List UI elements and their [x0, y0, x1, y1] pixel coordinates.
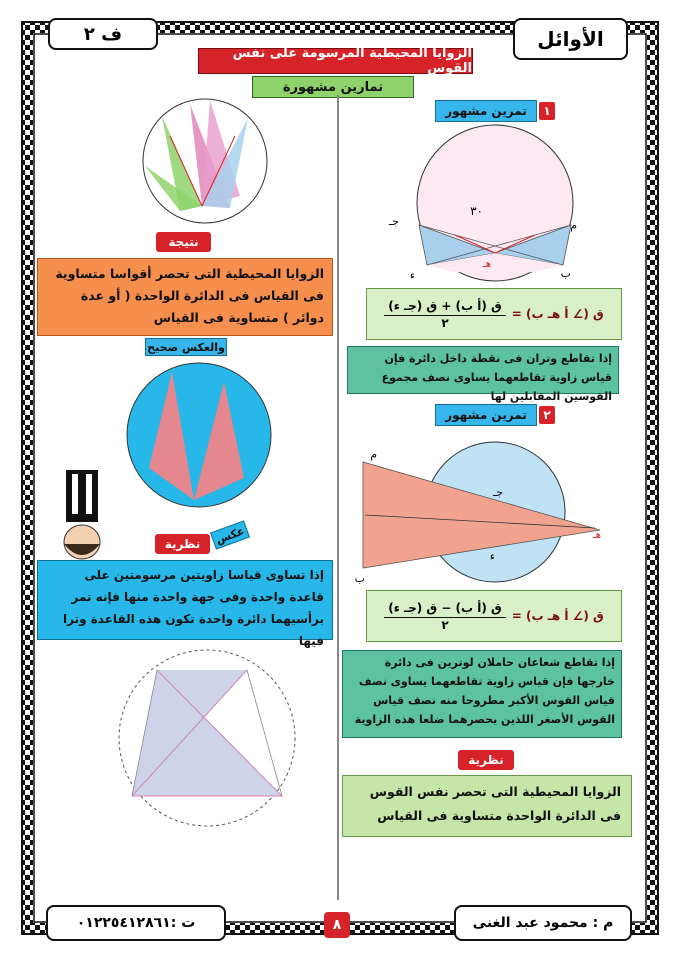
page-title: الزوايا المحيطية المرسومة على نفس القوس — [198, 48, 473, 74]
phone-box — [46, 905, 226, 941]
column-divider — [337, 95, 339, 900]
exercise1-statement: إذا تقاطع وتران فى نقطة داخل دائرة فإن قياس زاوية تقاطعهما يساوى نصف مجموع القوسين المقابلين لها — [347, 346, 619, 394]
result-text: الزوايا المحيطية التى تحصر أقواسا متساوية فى القياس فى الدائرة الواحدة ( أو عدة دوائر ) متساوية فى القياس — [37, 258, 333, 336]
left-theorem-label: نظرية — [155, 534, 210, 554]
figure-common-base-angles — [102, 648, 312, 828]
fig1-label-d: ء — [409, 269, 415, 282]
formula2 — [366, 590, 622, 642]
page-subtitle: تمارين مشهورة — [252, 76, 414, 98]
exercise2-number: ٢ — [539, 406, 555, 424]
exercise1-number: ١ — [539, 102, 555, 120]
fig1-center-label: ٣٠ — [470, 204, 483, 218]
converse-label: والعكس صحيح — [145, 338, 227, 356]
result-label: نتيجة — [156, 232, 211, 252]
grade-box — [48, 18, 158, 50]
formula2-lhs: ق (∠ أ هـ ب) = — [511, 609, 604, 623]
cartoon-boy-illustration — [52, 470, 112, 565]
fig2-label-d: ء — [489, 550, 495, 563]
left-theorem-text: إذا تساوى قياسا زاويتين مرسومتين على قاعدة واحدة وفى جهة واحدة منها فإنه تمر برأسيهما دائرة واحدة تكون هذه القاعدة وترا فيها — [37, 560, 333, 640]
figure-external-secants — [345, 440, 615, 590]
exercise1-label: تمرين مشهور — [435, 100, 537, 122]
fig2-label-b: ب — [354, 572, 365, 585]
reverse-tag: عكس — [210, 520, 250, 549]
exercise2-header — [435, 404, 555, 426]
right-theorem-text: الزوايا المحيطية التى تحصر نفس القوس فى الدائرة الواحدة متساوية فى القياس — [342, 775, 632, 837]
fig2-label-h: هـ — [592, 530, 601, 541]
formula1-fraction — [384, 299, 506, 330]
exercise1-header — [435, 100, 555, 122]
exercise2-label: تمرين مشهور — [435, 404, 537, 426]
figure-intersecting-chords — [388, 125, 605, 285]
formula2-fraction — [384, 601, 506, 632]
figure-equal-arcs — [124, 360, 274, 510]
formula1-lhs: ق (∠ أ هـ ب) = — [511, 307, 604, 321]
brand-text: الأوائل — [537, 27, 604, 51]
fig2-label-a: م — [370, 448, 377, 461]
brand-box — [513, 18, 628, 60]
fig1-label-a: م — [570, 219, 577, 232]
fig1-label-b: ب — [560, 267, 571, 280]
exercise2-statement: إذا تقاطع شعاعان حاملان لوترين فى دائرة خارجها فإن قياس زاوية تقاطعهما يساوى نصف قياس القوس الأكبر مطروحا منه نصف قياس القوس الأصغر اللذين يحصرهما ضلعا هذه الزاوية — [342, 650, 622, 738]
formula2-numerator: ق (أ ب) − ق (جـ ء) — [384, 601, 506, 618]
formula1-numerator: ق (أ ب) + ق (جـ ء) — [384, 299, 506, 316]
fig1-label-c: جـ — [388, 215, 399, 228]
phone-text: ت :٠١٢٢٥٤١٢٨٦١ — [76, 915, 196, 931]
right-theorem-label: نظرية — [458, 750, 514, 770]
grade-text: ف ٢ — [83, 23, 123, 45]
fig1-label-h: هـ — [482, 259, 491, 270]
formula2-denominator: ٢ — [441, 617, 449, 632]
figure-inscribed-angles — [140, 96, 270, 226]
page-number: ٨ — [324, 912, 350, 938]
author-box — [454, 905, 632, 941]
formula1 — [366, 288, 622, 340]
author-text: م : محمود عبد الغنى — [472, 915, 614, 931]
fig2-label-c: جـ — [492, 486, 503, 499]
formula1-denominator: ٢ — [441, 315, 449, 330]
